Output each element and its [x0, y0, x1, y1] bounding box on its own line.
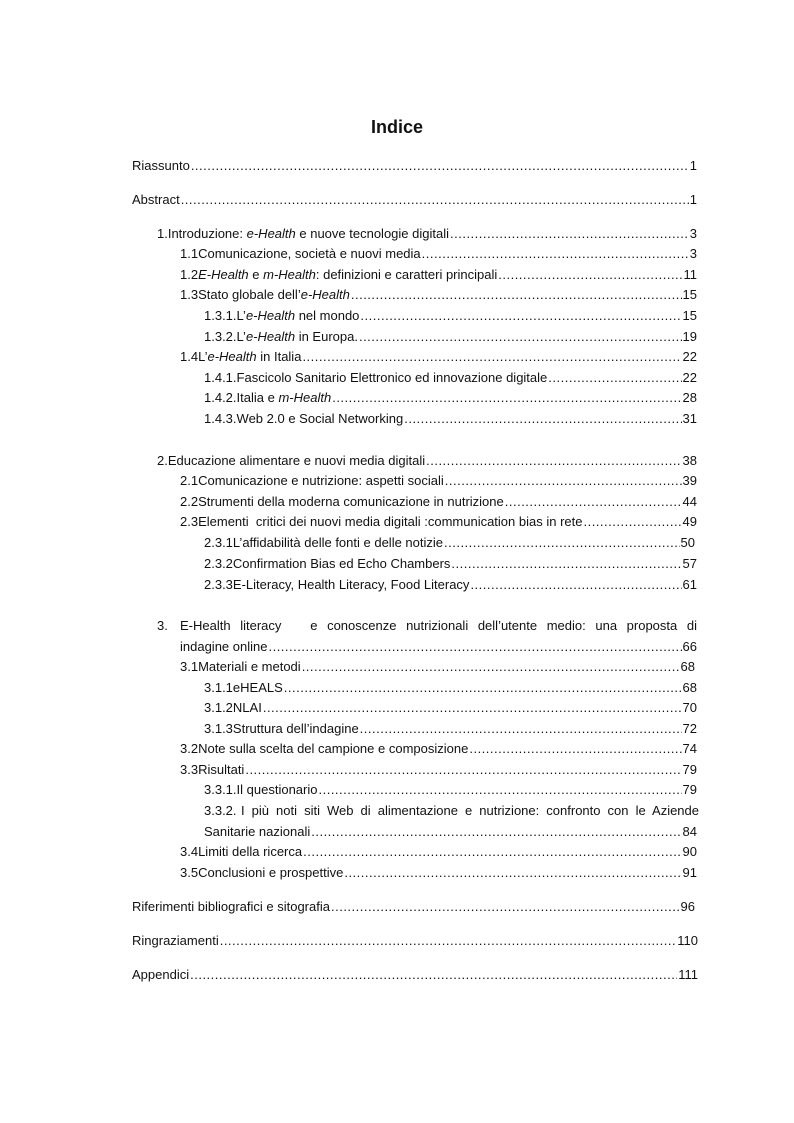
page-title: Indice [370, 117, 423, 137]
toc-entry-3-1-3[interactable] [204, 720, 697, 738]
toc-page: 50 [680, 535, 695, 550]
toc-page: 68 [682, 680, 697, 695]
toc-entry-chapter-1[interactable] [157, 225, 697, 243]
toc-label: E-Health e m-Health: definizioni e caratteri principali [198, 267, 498, 282]
toc-entry-3-3[interactable] [180, 761, 697, 779]
toc-label: Il questionario [236, 782, 318, 797]
toc-number: 3.3 [180, 762, 199, 777]
toc-label: Elementi critici dei nuovi media digitali :communication bias in rete [198, 514, 583, 529]
toc-number: 2.2 [180, 494, 199, 509]
toc-label: Web 2.0 e Social Networking [236, 411, 404, 426]
toc-page: 1 [689, 192, 697, 207]
toc-page: 66 [682, 639, 697, 654]
toc-entry-2-3-2[interactable] [204, 555, 697, 573]
toc-number: 1.4.2. [204, 390, 237, 405]
toc-page: 72 [682, 721, 697, 736]
toc-number: 3.2 [180, 741, 199, 756]
toc-number: 3. [157, 618, 168, 633]
toc-number: 2.3.1 [204, 535, 233, 550]
toc-entry-2-3-1[interactable] [204, 534, 695, 552]
toc-entry-1-2[interactable] [180, 266, 697, 284]
toc-page: 15 [682, 287, 697, 302]
toc-entry-chapter-3-line1[interactable] [157, 617, 697, 635]
toc-label: I più noti siti Web di alimentazione e nutrizione: confronto con le Aziende [241, 803, 699, 818]
toc-label: Appendici [132, 967, 190, 982]
toc-number: 1.4 [180, 349, 199, 364]
toc-page: 61 [682, 577, 697, 592]
toc-label: Riferimenti bibliografici e sitografia [132, 899, 330, 914]
toc-entry-ringraziamenti[interactable] [132, 932, 698, 950]
toc-number: 3.3.2. [204, 803, 237, 818]
toc-page: 15 [682, 308, 697, 323]
toc-number: 1.3.2. [204, 329, 237, 344]
toc-entry-1-1[interactable] [180, 245, 697, 263]
toc-number: 1.1 [180, 246, 199, 261]
toc-entry-3-3-1[interactable] [204, 781, 697, 799]
toc-number: 2.3.2 [204, 556, 233, 571]
toc-entry-1-3[interactable] [180, 286, 697, 304]
toc-entry-2-3[interactable] [180, 513, 697, 531]
toc-page: 110 [677, 933, 698, 948]
toc-label: L’e-Health in Italia [198, 349, 302, 364]
toc-label: Risultati [198, 762, 245, 777]
toc-number: 2.3.3 [204, 577, 233, 592]
toc-number: 1.4.1. [204, 370, 237, 385]
toc-page: 70 [682, 700, 697, 715]
toc-number: 2.3 [180, 514, 199, 529]
toc-label: E-Literacy, Health Literacy, Food Literacy [232, 577, 470, 592]
toc-label: Stato globale dell’e-Health [198, 287, 350, 302]
toc-entry-1-3-1[interactable] [204, 307, 697, 325]
toc-page: 11 [683, 267, 697, 282]
toc-page: 31 [682, 411, 697, 426]
toc-entry-3-3-2-line1[interactable] [204, 802, 699, 820]
toc-number: 3.1.2 [204, 700, 233, 715]
toc-entry-1-4-2[interactable] [204, 389, 697, 407]
toc-entry-3-1-1[interactable] [204, 679, 697, 697]
toc-number: 2.1 [180, 473, 199, 488]
toc-number: 3.5 [180, 865, 199, 880]
toc-label: Note sulla scelta del campione e composizione [198, 741, 469, 756]
toc-label: Comunicazione e nutrizione: aspetti sociali [198, 473, 444, 488]
toc-label: Confirmation Bias ed Echo Chambers [232, 556, 451, 571]
toc-page: 3 [689, 226, 697, 241]
toc-number: 3.1.1 [204, 680, 233, 695]
toc-label: Struttura dell’indagine [232, 721, 359, 736]
toc-page: 22 [682, 370, 697, 385]
toc-label: E-Health literacy e conoscenze nutrizionali dell’utente medio: una proposta di [180, 618, 697, 633]
toc-label: Limiti della ricerca [198, 844, 303, 859]
toc-label: Riassunto [132, 158, 190, 173]
toc-page: 68 [680, 659, 695, 674]
toc-entry-3-2[interactable] [180, 740, 697, 758]
toc-entry-riferimenti[interactable] [132, 898, 695, 916]
toc-number: 3.3.1. [204, 782, 237, 797]
toc-label: L’affidabilità delle fonti e delle notizie [232, 535, 443, 550]
toc-entry-3-1-2[interactable] [204, 699, 697, 717]
toc-entry-1-4-1[interactable] [204, 369, 697, 387]
toc-entry-1-4-3[interactable] [204, 410, 697, 428]
toc-page: 19 [682, 329, 697, 344]
toc-label: eHEALS [232, 680, 283, 695]
toc-entry-1-3-2[interactable] [204, 328, 697, 346]
toc-page: 79 [682, 782, 697, 797]
toc-page: 79 [682, 762, 697, 777]
toc-page: 90 [682, 844, 697, 859]
toc-number: 1.3.1. [204, 308, 237, 323]
toc-label: Sanitarie nazionali [204, 824, 311, 839]
toc-page: 91 [682, 865, 697, 880]
toc-label: L’e-Health nel mondo [236, 308, 360, 323]
toc-page: 3 [689, 246, 697, 261]
toc-entry-3-4[interactable] [180, 843, 697, 861]
toc-number: 2. [157, 453, 168, 468]
toc-page: 39 [682, 473, 697, 488]
toc-page: 28 [682, 390, 697, 405]
toc-label: Materiali e metodi [198, 659, 301, 674]
toc-number: 3.1 [180, 659, 199, 674]
toc-page: 22 [682, 349, 697, 364]
toc-number: 3.4 [180, 844, 199, 859]
toc-entry-abstract[interactable] [132, 191, 697, 209]
toc-page: 74 [682, 741, 697, 756]
toc-entry-2-3-3[interactable] [204, 576, 697, 594]
toc-entry-chapter-2[interactable] [157, 452, 697, 470]
toc-label: Fascicolo Sanitario Elettronico ed innovazione digitale [236, 370, 548, 385]
toc-entry-riassunto[interactable] [132, 157, 697, 175]
toc-entry-3-1[interactable] [180, 658, 695, 676]
toc-entry-3-3-2-line2[interactable] [204, 823, 697, 841]
toc-number: 1.2 [180, 267, 199, 282]
toc-label: NLAI [232, 700, 262, 715]
toc-label: Comunicazione, società e nuovi media [198, 246, 421, 261]
toc-label: L’e-Health in Europa. [236, 329, 358, 344]
toc-entry-chapter-3-line2[interactable] [180, 638, 697, 656]
toc-entry-2-2[interactable] [180, 493, 697, 511]
toc-page: 1 [689, 158, 697, 173]
toc-label: indagine online [180, 639, 268, 654]
toc-entry-3-5[interactable] [180, 864, 697, 882]
toc-page: 111 [678, 967, 698, 982]
toc-label: Conclusioni e prospettive [198, 865, 344, 880]
toc-entry-appendici[interactable] [132, 966, 698, 984]
toc-entry-2-1[interactable] [180, 472, 697, 490]
toc-page: 96 [680, 899, 695, 914]
toc-label: Educazione alimentare e nuovi media digitali [167, 453, 426, 468]
toc-label: Ringraziamenti [132, 933, 219, 948]
toc-number: 1. [157, 226, 168, 241]
toc-label: Strumenti della moderna comunicazione in nutrizione [198, 494, 504, 509]
toc-label: Abstract [132, 192, 180, 207]
toc-number: 1.4.3. [204, 411, 237, 426]
toc-page: 49 [682, 514, 697, 529]
toc-page: 57 [682, 556, 697, 571]
toc-label: Italia e m-Health [236, 390, 332, 405]
toc-page: 38 [682, 453, 697, 468]
toc-number: 1.3 [180, 287, 199, 302]
toc-number: 3.1.3 [204, 721, 233, 736]
toc-entry-1-4[interactable] [180, 348, 697, 366]
toc-page: 84 [682, 824, 697, 839]
toc-label: Introduzione: e-Health e nuove tecnologie digitali [167, 226, 449, 241]
toc-page: 44 [682, 494, 697, 509]
